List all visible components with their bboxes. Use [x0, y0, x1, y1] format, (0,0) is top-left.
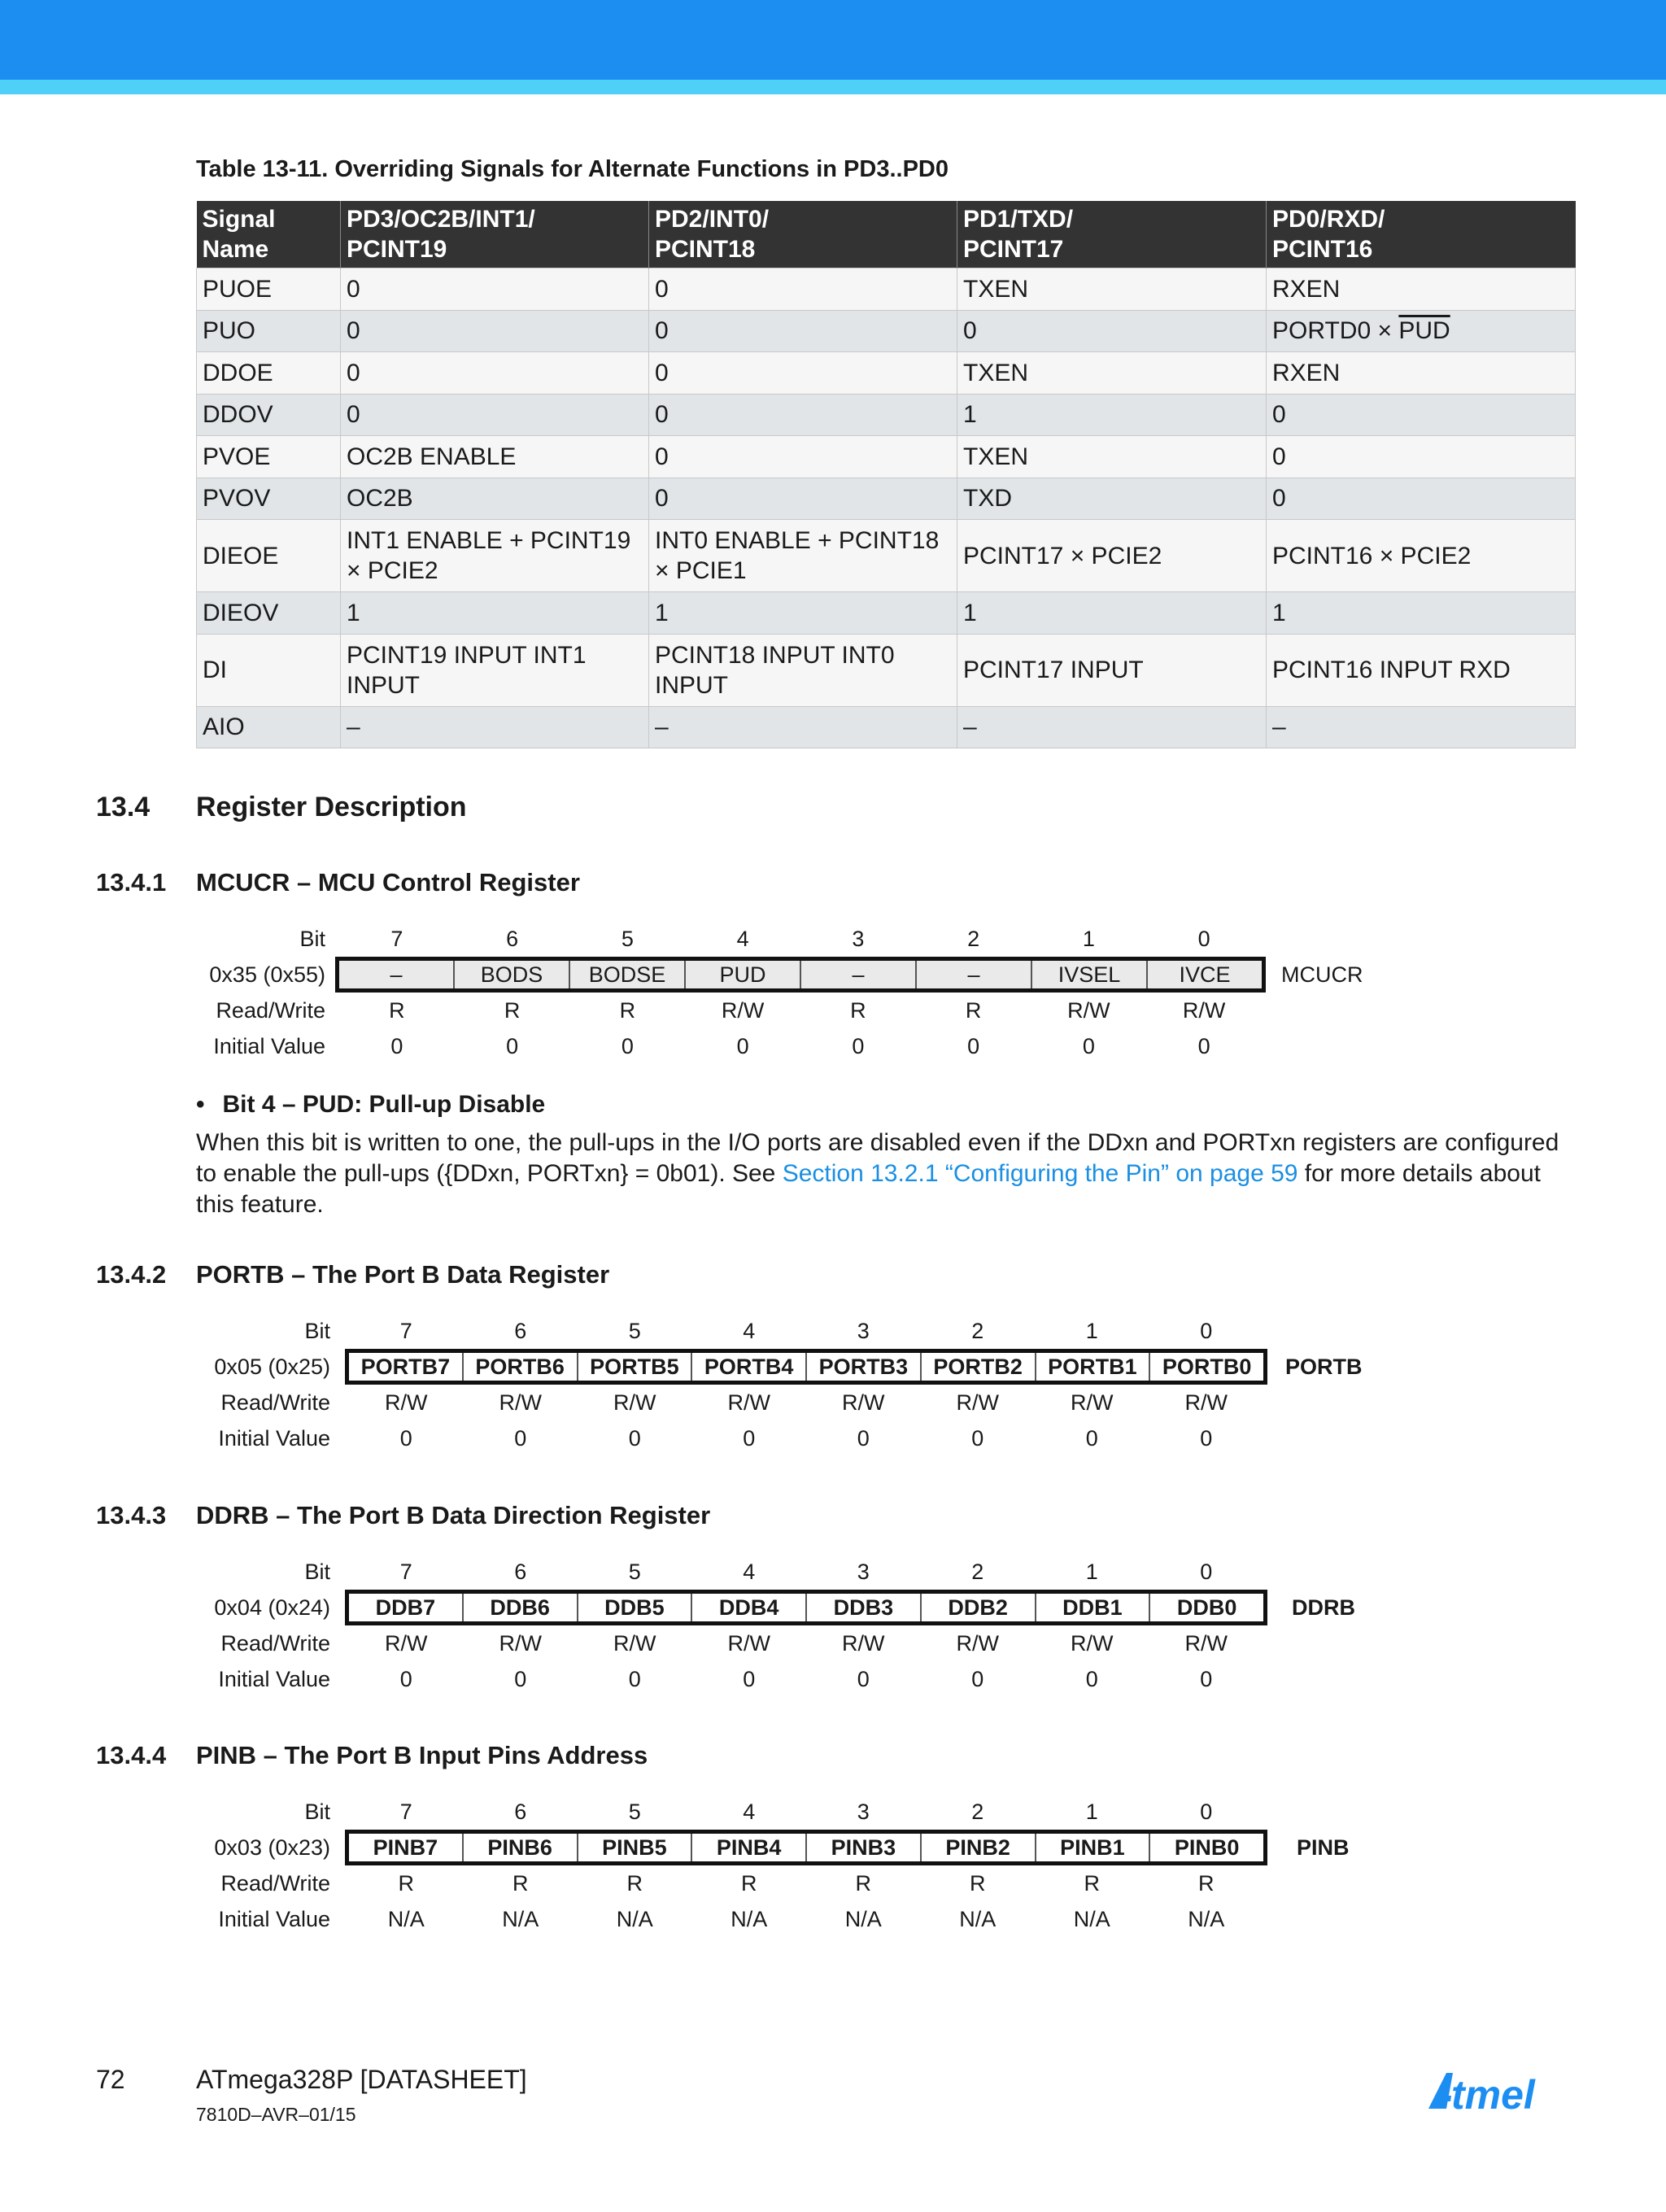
bit-row-label: Bit	[299, 927, 325, 951]
register-bit-cell: DDB1	[1036, 1594, 1151, 1621]
register-bit-cell: PORTB4	[692, 1353, 807, 1381]
bit-number: 2	[971, 1319, 984, 1343]
bit-row-label: Bit	[304, 1319, 330, 1343]
table-header-cell: PD1/TXD/ PCINT17	[957, 201, 1267, 268]
bit-number: 1	[1085, 1319, 1098, 1343]
bit-row-label: Bit	[304, 1800, 330, 1824]
initial-value: 0	[967, 1034, 980, 1058]
bit-number: 7	[399, 1800, 412, 1824]
subsection-number: 13.4.1	[96, 868, 167, 897]
initial-value: 0	[1197, 1034, 1210, 1058]
register-bit-cell: BODSE	[570, 961, 686, 988]
initial-value: 0	[1200, 1667, 1213, 1691]
initial-value: 0	[390, 1034, 403, 1058]
initial-value: 0	[506, 1034, 519, 1058]
read-write-label: Read/Write	[220, 1631, 330, 1656]
table-cell: PVOV	[197, 478, 341, 520]
read-write-value: R/W	[727, 1390, 770, 1415]
table-cell: 0	[1267, 436, 1576, 478]
read-write-label: Read/Write	[220, 1390, 330, 1415]
table-cell: PUO	[197, 310, 341, 352]
address-label: 0x35 (0x55)	[209, 962, 325, 987]
read-write-value: R/W	[499, 1631, 542, 1656]
read-write-value: R	[512, 1871, 529, 1896]
subsection-number: 13.4.4	[96, 1741, 167, 1769]
bit-number: 0	[1200, 1800, 1213, 1824]
table-cell: –	[1267, 706, 1576, 748]
table-cell: PCINT16 INPUT RXD	[1267, 634, 1576, 706]
bit-number: 1	[1082, 927, 1095, 951]
table-cell: 0	[341, 352, 649, 395]
table-header-cell: PD0/RXD/ PCINT16	[1267, 201, 1576, 268]
overriding-signals-table	[196, 201, 1576, 748]
register-bit-cell: PORTB6	[464, 1353, 578, 1381]
table-cell: PCINT16 × PCIE2	[1267, 520, 1576, 592]
table-cell: PORTD0 × $\overline{PUD}$	[1267, 310, 1576, 352]
bit-number: 1	[1085, 1800, 1098, 1824]
subsection-title: MCUCR – MCU Control Register	[196, 868, 580, 897]
table-cell: DI	[197, 634, 341, 706]
address-label: 0x03 (0x23)	[214, 1835, 330, 1860]
table-header-cell: PD2/INT0/ PCINT18	[649, 201, 957, 268]
table-cell: 0	[957, 310, 1267, 352]
initial-value: 0	[621, 1034, 634, 1058]
section-link[interactable]: Section 13.2.1 “Configuring the Pin” on page 59	[782, 1160, 1298, 1187]
register-bit-cell: PORTB0	[1162, 1354, 1252, 1379]
read-write-value: R/W	[721, 998, 765, 1023]
read-write-value: R	[741, 1871, 757, 1896]
footer-title: ATmega328P [DATASHEET]	[196, 2065, 527, 2094]
register-bit-cell: PORTB3	[807, 1353, 922, 1381]
table-cell: RXEN	[1267, 352, 1576, 395]
table-cell: TXEN	[957, 352, 1267, 395]
bit-number: 1	[1085, 1560, 1098, 1584]
initial-value: 0	[1200, 1426, 1213, 1451]
top-banner-stripe	[0, 80, 1666, 94]
read-write-value: R/W	[385, 1631, 428, 1656]
register-bit-cell: PINB6	[464, 1834, 578, 1861]
bit-number: 7	[399, 1319, 412, 1343]
initial-value: N/A	[387, 1907, 425, 1931]
bit-number: 6	[514, 1800, 527, 1824]
table-cell: TXEN	[957, 436, 1267, 478]
bit-number: 4	[743, 1319, 756, 1343]
register-bit-box	[345, 1830, 1267, 1865]
initial-value: 0	[628, 1667, 641, 1691]
bit-number: 3	[857, 1560, 870, 1584]
register-bit-cell: BODS	[455, 961, 570, 988]
initial-value-label: Initial Value	[218, 1907, 330, 1931]
bit-number: 5	[628, 1560, 641, 1584]
initial-value-label: Initial Value	[213, 1034, 325, 1058]
table-cell: 0	[1267, 394, 1576, 436]
table-row	[197, 394, 1576, 436]
table-caption: Table 13-11. Overriding Signals for Alternate Functions in PD3..PD0	[196, 156, 949, 182]
bit-row-label: Bit	[304, 1560, 330, 1584]
table-cell: INT1 ENABLE + PCINT19 × PCIE2	[341, 520, 649, 592]
bit-number: 4	[736, 927, 749, 951]
initial-value: N/A	[1073, 1907, 1110, 1931]
initial-value: N/A	[502, 1907, 539, 1931]
table-cell: 1	[957, 592, 1267, 635]
table-cell: 0	[341, 310, 649, 352]
register-bit-cell: PORTB7	[349, 1353, 464, 1381]
initial-value: N/A	[959, 1907, 997, 1931]
table-cell: OC2B ENABLE	[341, 436, 649, 478]
read-write-value: R/W	[613, 1390, 656, 1415]
page-number: 72	[96, 2065, 125, 2094]
bit-number: 0	[1200, 1560, 1213, 1584]
register-bit-cell: –	[339, 961, 455, 988]
register-mcucr	[0, 921, 1666, 1058]
bullet-heading-text: Bit 4 – PUD: Pull-up Disable	[222, 1091, 546, 1118]
table-cell: PVOE	[197, 436, 341, 478]
table-row	[197, 478, 1576, 520]
register-bit-cell: IVSEL	[1032, 961, 1148, 988]
description-paragraph: When this bit is written to one, the pull-ups in the I/O ports are disabled even if the DDxn and PORTxn registers are configured to enable the pull-ups ({DDxn, PORTxn} = 0b01). See Section 13.2.1 “Configuring the Pin” on page 59 for more details about this feature.	[196, 1129, 1559, 1218]
table-cell: AIO	[197, 706, 341, 748]
bit-number: 2	[971, 1560, 984, 1584]
initial-value: 0	[399, 1426, 412, 1451]
initial-value: N/A	[731, 1907, 768, 1931]
table-cell: –	[957, 706, 1267, 748]
table-cell: 0	[649, 478, 957, 520]
bit-number: 5	[628, 1800, 641, 1824]
table-cell: DIEOV	[197, 592, 341, 635]
bit-number: 6	[514, 1560, 527, 1584]
register-bit-cell: IVCE	[1148, 961, 1262, 988]
initial-value: 0	[971, 1667, 984, 1691]
address-label: 0x04 (0x24)	[214, 1595, 330, 1620]
read-write-value: R/W	[727, 1631, 770, 1656]
register-bit-cell: PINB4	[692, 1834, 807, 1861]
read-write-value: R	[965, 998, 982, 1023]
register-pinb	[0, 1794, 1666, 1931]
table-cell: 1	[1267, 592, 1576, 635]
section-number: 13.4	[96, 792, 150, 822]
register-name: PINB	[1297, 1835, 1350, 1860]
register-bit-cell: DDB3	[807, 1594, 922, 1621]
subsection-number: 13.4.2	[96, 1260, 167, 1289]
register-bit-cell: PINB0	[1174, 1835, 1240, 1860]
initial-value: 0	[399, 1667, 412, 1691]
bit-number: 3	[857, 1319, 870, 1343]
bit-number: 6	[514, 1319, 527, 1343]
read-write-value: R	[398, 1871, 414, 1896]
read-write-value: R/W	[1184, 1390, 1228, 1415]
table-row	[197, 436, 1576, 478]
table-cell: 1	[957, 394, 1267, 436]
initial-value: 0	[736, 1034, 749, 1058]
bit-number: 2	[971, 1800, 984, 1824]
register-bit-box	[345, 1590, 1267, 1625]
read-write-value: R	[855, 1871, 871, 1896]
bit-number: 3	[852, 927, 865, 951]
top-banner	[0, 0, 1666, 80]
bullet-marker: •	[196, 1091, 205, 1118]
table-row	[197, 706, 1576, 748]
table-cell: 0	[341, 394, 649, 436]
initial-value: 0	[743, 1667, 756, 1691]
read-write-value: R	[626, 1871, 643, 1896]
register-bit-cell: DDB4	[692, 1594, 807, 1621]
table-cell: 1	[341, 592, 649, 635]
table-row	[197, 634, 1576, 706]
register-ddrb	[0, 1554, 1666, 1691]
bit-number: 7	[390, 927, 403, 951]
initial-value-label: Initial Value	[218, 1667, 330, 1691]
initial-value: 0	[1085, 1667, 1098, 1691]
register-bit-cell: DDB0	[1176, 1595, 1237, 1620]
register-bit-cell: PINB1	[1036, 1834, 1151, 1861]
table-cell: PCINT17 INPUT	[957, 634, 1267, 706]
register-bit-cell: PORTB2	[922, 1353, 1036, 1381]
register-bit-cell: PINB7	[349, 1834, 464, 1861]
register-bit-box	[345, 1349, 1267, 1385]
bit-number: 5	[621, 927, 634, 951]
register-name: DDRB	[1292, 1595, 1355, 1620]
read-write-value: R/W	[385, 1390, 428, 1415]
read-write-value: R	[504, 998, 521, 1023]
table-cell: –	[649, 706, 957, 748]
table-row	[197, 352, 1576, 395]
read-write-value: R	[1084, 1871, 1100, 1896]
initial-value: N/A	[1188, 1907, 1225, 1931]
bullet-heading	[196, 1091, 545, 1119]
read-write-label: Read/Write	[216, 998, 325, 1023]
table-cell: TXD	[957, 478, 1267, 520]
table-cell: PCINT19 INPUT INT1 INPUT	[341, 634, 649, 706]
table-cell: 1	[649, 592, 957, 635]
table-cell: OC2B	[341, 478, 649, 520]
table-header-cell: PD3/OC2B/INT1/ PCINT19	[341, 201, 649, 268]
register-bit-cell: PUD	[686, 961, 801, 988]
subsection-title: DDRB – The Port B Data Direction Register	[196, 1501, 711, 1529]
initial-value: 0	[743, 1426, 756, 1451]
table-header-cell: Signal Name	[197, 201, 341, 268]
table-cell: DDOE	[197, 352, 341, 395]
bit-number: 7	[399, 1560, 412, 1584]
bit-number: 2	[967, 927, 980, 951]
register-bit-box	[335, 957, 1266, 993]
initial-value-label: Initial Value	[218, 1426, 330, 1451]
bit-number: 4	[743, 1800, 756, 1824]
table-cell: 0	[649, 394, 957, 436]
document-code: 7810D–AVR–01/15	[196, 2104, 356, 2125]
table-cell: PUOE	[197, 268, 341, 311]
register-bit-cell: PINB3	[807, 1834, 922, 1861]
read-write-value: R/W	[1067, 998, 1110, 1023]
read-write-value: R	[619, 998, 636, 1023]
register-bit-cell: DDB7	[349, 1594, 464, 1621]
initial-value: 0	[852, 1034, 865, 1058]
bit-number: 6	[506, 927, 519, 951]
initial-value: N/A	[616, 1907, 653, 1931]
read-write-label: Read/Write	[220, 1871, 330, 1896]
bit-number: 0	[1200, 1319, 1213, 1343]
subsection-title: PORTB – The Port B Data Register	[196, 1260, 610, 1289]
section-title: Register Description	[196, 792, 467, 822]
bit-number: 0	[1197, 927, 1210, 951]
table-cell: PCINT17 × PCIE2	[957, 520, 1267, 592]
bit-number: 3	[857, 1800, 870, 1824]
read-write-value: R/W	[956, 1631, 999, 1656]
initial-value: 0	[1082, 1034, 1095, 1058]
read-write-value: R/W	[1184, 1631, 1228, 1656]
read-write-value: R/W	[842, 1631, 885, 1656]
initial-value: 0	[857, 1426, 870, 1451]
register-bit-cell: PORTB1	[1036, 1353, 1151, 1381]
read-write-value: R	[389, 998, 405, 1023]
table-row	[197, 310, 1576, 352]
table-cell: 0	[341, 268, 649, 311]
bit-number: 5	[628, 1319, 641, 1343]
table-cell: 0	[1267, 478, 1576, 520]
table-row	[197, 268, 1576, 311]
table-cell: 0	[649, 310, 957, 352]
table-cell: 0	[649, 268, 957, 311]
overline-text: $\overline{PUD}$	[1398, 317, 1450, 345]
register-bit-cell: DDB6	[464, 1594, 578, 1621]
initial-value: 0	[857, 1667, 870, 1691]
table-cell: TXEN	[957, 268, 1267, 311]
register-bit-cell: PORTB5	[578, 1353, 693, 1381]
register-bit-cell: PINB5	[578, 1834, 693, 1861]
table-header-row	[197, 201, 1576, 268]
svg-text:tmel: tmel	[1451, 2072, 1535, 2118]
read-write-value: R/W	[499, 1390, 542, 1415]
table-row	[197, 520, 1576, 592]
register-bit-cell: DDB2	[922, 1594, 1036, 1621]
table-cell: PCINT18 INPUT INT0 INPUT	[649, 634, 957, 706]
read-write-value: R/W	[613, 1631, 656, 1656]
read-write-value: R	[850, 998, 866, 1023]
register-portb	[0, 1313, 1666, 1451]
initial-value: N/A	[844, 1907, 882, 1931]
table-cell: INT0 ENABLE + PCINT18 × PCIE1	[649, 520, 957, 592]
table-row	[197, 592, 1576, 635]
atmel-logo	[1422, 2063, 1577, 2120]
register-name: MCUCR	[1281, 962, 1363, 987]
read-write-value: R/W	[1182, 998, 1226, 1023]
initial-value: 0	[628, 1426, 641, 1451]
read-write-value: R/W	[1071, 1390, 1114, 1415]
read-write-value: R/W	[956, 1390, 999, 1415]
table-cell: 0	[649, 436, 957, 478]
initial-value: 0	[514, 1426, 527, 1451]
initial-value: 0	[1085, 1426, 1098, 1451]
register-bit-cell: –	[917, 961, 1032, 988]
bit-number: 4	[743, 1560, 756, 1584]
table-cell: –	[341, 706, 649, 748]
table-cell: DDOV	[197, 394, 341, 436]
table-cell: 0	[649, 352, 957, 395]
table-cell: DIEOE	[197, 520, 341, 592]
register-bit-cell: –	[801, 961, 917, 988]
register-bit-cell: PINB2	[922, 1834, 1036, 1861]
initial-value: 0	[971, 1426, 984, 1451]
initial-value: 0	[514, 1667, 527, 1691]
address-label: 0x05 (0x25)	[214, 1355, 330, 1379]
register-bit-cell: DDB5	[578, 1594, 693, 1621]
subsection-number: 13.4.3	[96, 1501, 167, 1529]
table-cell: RXEN	[1267, 268, 1576, 311]
subsection-title: PINB – The Port B Input Pins Address	[196, 1741, 648, 1769]
read-write-value: R/W	[842, 1390, 885, 1415]
read-write-value: R	[1198, 1871, 1215, 1896]
read-write-value: R/W	[1071, 1631, 1114, 1656]
register-name: PORTB	[1285, 1355, 1363, 1379]
read-write-value: R	[970, 1871, 986, 1896]
